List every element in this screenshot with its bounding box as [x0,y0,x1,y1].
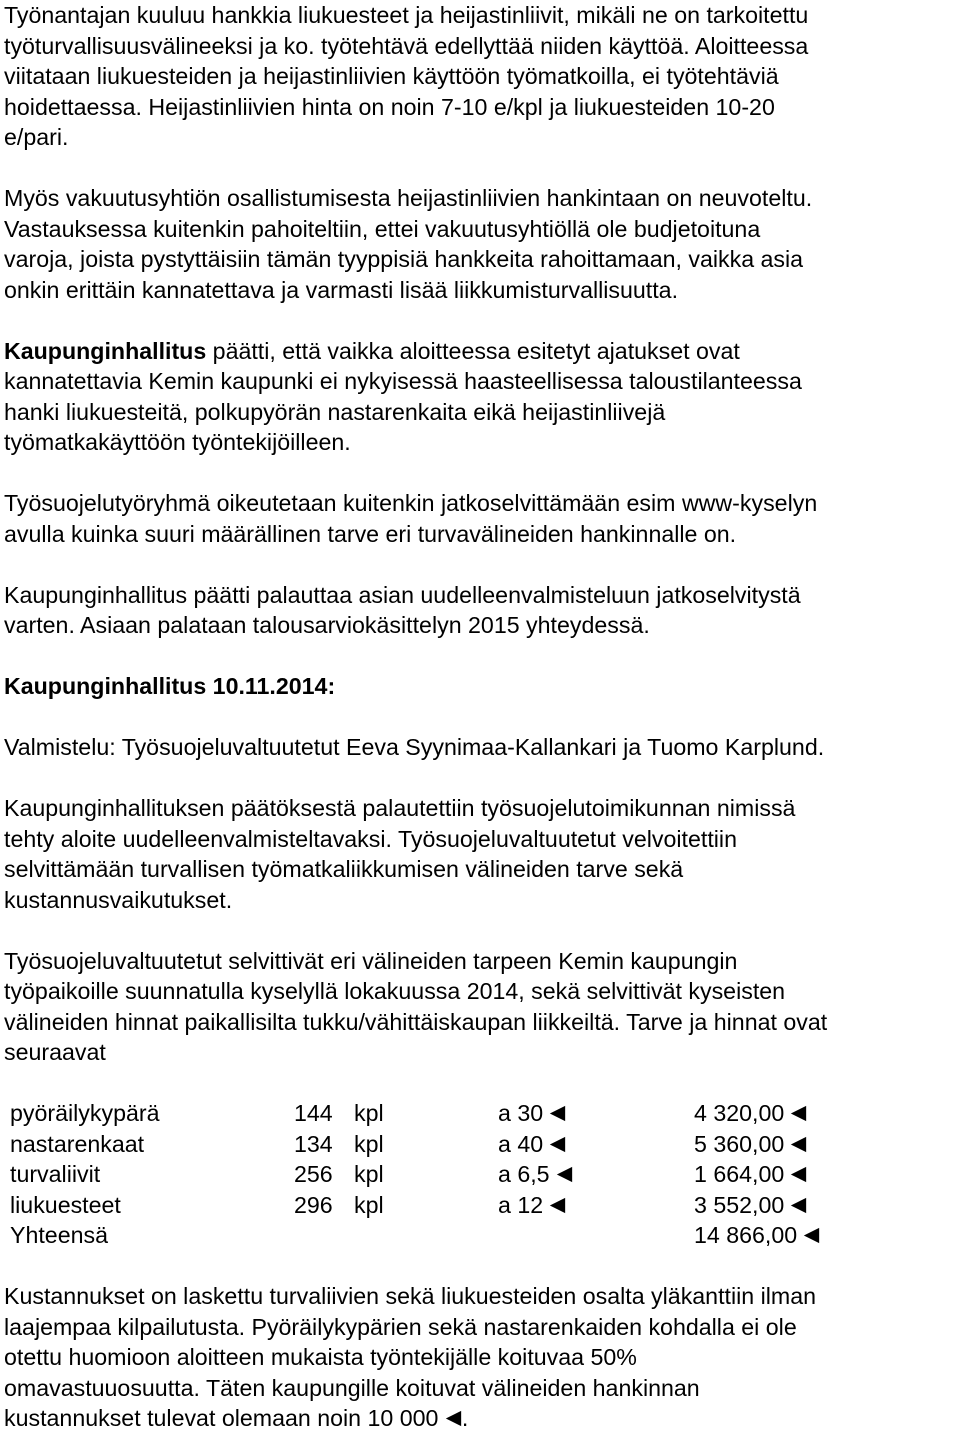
text-line: Myös vakuutusyhtiön osallistumisesta heijastinliivien hankintaan on neuvoteltu. [4,185,813,211]
paragraph-cost-summary [4,1281,956,1434]
decision-lead: Kaupunginhallitus [4,337,207,364]
euro-icon [790,1136,807,1153]
unit-cell [354,1159,498,1190]
text-line: laajempaa kilpailutusta. Pyöräilykypärien sekä nastarenkaiden kohdalla ei ole [4,1313,797,1340]
unit-cell-text: kpl [354,1191,384,1218]
paragraph-insurance [4,183,956,305]
text-line: Työsuojelutyöryhmä oikeutetaan kuitenkin jatkoselvittämään esim www-kyselyn [4,490,818,516]
item-cell [10,1129,294,1160]
total-cell-text: 4 320,00 [694,1100,785,1126]
quantity-cell [294,1098,354,1129]
total-cell-text: 1 664,00 [694,1161,785,1187]
item-cell [10,1159,294,1190]
text-line: Työsuojeluvaltuutetut selvittivät eri välineiden tarpeen Kemin kaupungin [4,947,738,974]
total-cell-text: 3 552,00 [694,1191,785,1218]
unit-price-cell-text: a 40 [498,1130,544,1157]
quantity-cell-text: 256 [294,1161,333,1187]
total-cell-text: 5 360,00 [694,1130,785,1157]
section-heading: Kaupunginhallitus 10.11.2014: [4,673,336,699]
text-line: työpaikoille suunnatulla kyselyllä lokakuussa 2014, sekä selvittivät kyseisten [4,978,786,1004]
document-page [4,0,956,1434]
total-label-cell-text: Yhteensä [10,1222,108,1248]
text-line [4,1403,956,1434]
text-line: selvittämään turvallisen työmatkaliikkumisen välineiden tarve sekä [4,856,684,882]
text-line-body: kustannukset tulevat olemaan noin 10 000 [4,1405,445,1431]
text-line: varoja, joista pystyttäisiin tämän tyyppisiä hankkeita rahoittamaan, vaikka asia [4,246,804,272]
total-cell [694,1190,894,1221]
text-line: seuraavat [4,1039,106,1065]
item-cell [10,1098,294,1129]
total-cell [694,1129,894,1160]
text-line: Kaupunginhallituksen päätöksestä palautettiin työsuojelutoimikunnan nimissä [4,795,796,821]
paragraph-return-decision [4,580,956,641]
text-line: työturvallisuusvälineeksi ja ko. työtehtävä edellyttää niiden käyttöä. Aloitteessa [4,32,809,59]
text-line: hoidettaessa. Heijastinliivien hinta on noin 7-10 e/kpl ja liukuesteiden 10-20 [4,93,775,120]
item-cell-text: pyöräilykypärä [10,1100,160,1126]
unit-price-cell [498,1129,694,1160]
euro-icon [790,1166,807,1183]
decision-lead-rest: päätti, että vaikka aloitteessa esitetyt ajatukset ovat [206,337,740,364]
costs-table [10,1098,894,1251]
table-row [10,1159,894,1190]
euro-icon [445,1410,462,1427]
grand-total-cell-text: 14 866,00 [694,1222,798,1248]
text-line: Kustannukset on laskettu turvaliivien sekä liukuesteiden osalta yläkanttiin ilman [4,1283,817,1309]
unit-price-cell-text: a 12 [498,1191,544,1218]
text-line: hanki liukuesteitä, polkupyörän nastarenkaita eikä heijastinliivejä [4,398,666,425]
total-cell [694,1159,894,1190]
unit-cell-text: kpl [354,1130,384,1157]
paragraph-returned-initiative [4,793,956,915]
text-line: työmatkakäyttöön työntekijöilleen. [4,429,351,455]
euro-icon [790,1197,807,1214]
empty-cell [294,1220,354,1251]
item-cell-text: nastarenkaat [10,1130,145,1157]
table-total-row [10,1220,894,1251]
table-row [10,1190,894,1221]
euro-icon [803,1227,820,1244]
text-line: tehty aloite uudelleenvalmisteltavaksi. Työsuojeluvaltuutetut velvoitettiin [4,825,737,852]
text-line: Kaupunginhallitus päätti palauttaa asian uudelleenvalmisteluun jatkoselvitystä [4,581,801,608]
sentence-end: . [461,1405,469,1431]
text-line: Valmistelu: Työsuojeluvaltuutetut Eeva Syynimaa-Kallankari ja Tuomo Karplund. [4,734,825,760]
euro-icon [556,1166,573,1183]
unit-cell [354,1098,498,1129]
paragraph-employer-obligation [4,0,956,153]
paragraph-survey [4,946,956,1068]
text-line [4,336,956,367]
unit-cell [354,1190,498,1221]
unit-price-cell [498,1190,694,1221]
item-cell [10,1190,294,1221]
unit-price-cell-text: a 30 [498,1100,544,1126]
paragraph-preparation [4,732,956,763]
unit-price-cell [498,1159,694,1190]
unit-price-cell-text: a 6,5 [498,1161,550,1187]
text-line: varten. Asiaan palataan talousarviokäsittelyn 2015 yhteydessä. [4,612,650,638]
euro-icon [790,1105,807,1122]
table-row [10,1098,894,1129]
text-line: e/pari. [4,124,69,150]
quantity-cell [294,1190,354,1221]
table-row [10,1129,894,1160]
quantity-cell-text: 134 [294,1130,333,1157]
euro-icon [549,1105,566,1122]
quantity-cell [294,1159,354,1190]
text-line: viitataan liukuesteiden ja heijastinliivien käyttöön työmatkoilla, ei työtehtäviä [4,63,779,89]
text-line: onkin erittäin kannatettava ja varmasti lisää liikkumisturvallisuutta. [4,276,679,303]
text-line: välineiden hinnat paikallisilta tukku/vähittäiskaupan liikkeiltä. Tarve ja hinnat ovat [4,1008,828,1035]
unit-price-cell [498,1098,694,1129]
quantity-cell-text: 296 [294,1191,333,1218]
text-line: omavastuuosuutta. Täten kaupungille koituvat välineiden hankinnan [4,1374,700,1401]
text-line: kannatettavia Kemin kaupunki ei nykyisessä haasteellisessa taloustilanteessa [4,368,802,394]
text-line: otettu huomioon aloitteen mukaista työntekijälle koituvaa 50% [4,1344,637,1370]
paragraph-working-group [4,488,956,549]
text-line: kustannusvaikutukset. [4,886,233,913]
euro-icon [549,1197,566,1214]
unit-cell-text: kpl [354,1100,384,1126]
grand-total-cell [694,1220,894,1251]
text-line: avulla kuinka suuri määrällinen tarve eri turvavälineiden hankinnalle on. [4,520,737,547]
euro-icon [549,1136,566,1153]
quantity-cell [294,1129,354,1160]
item-cell-text: liukuesteet [10,1191,121,1218]
unit-cell-text: kpl [354,1161,384,1187]
unit-cell [354,1129,498,1160]
text-line: Vastauksessa kuitenkin pahoiteltiin, ettei vakuutusyhtiöllä ole budjetoituna [4,215,761,242]
total-label-cell [10,1220,294,1251]
paragraph-board-decision [4,336,956,458]
quantity-cell-text: 144 [294,1100,333,1126]
empty-cell [354,1220,498,1251]
item-cell-text: turvaliivit [10,1161,101,1187]
text-line: Työnantajan kuuluu hankkia liukuesteet ja heijastinliivit, mikäli ne on tarkoitettu [4,2,809,28]
empty-cell [498,1220,694,1251]
total-cell [694,1098,894,1129]
